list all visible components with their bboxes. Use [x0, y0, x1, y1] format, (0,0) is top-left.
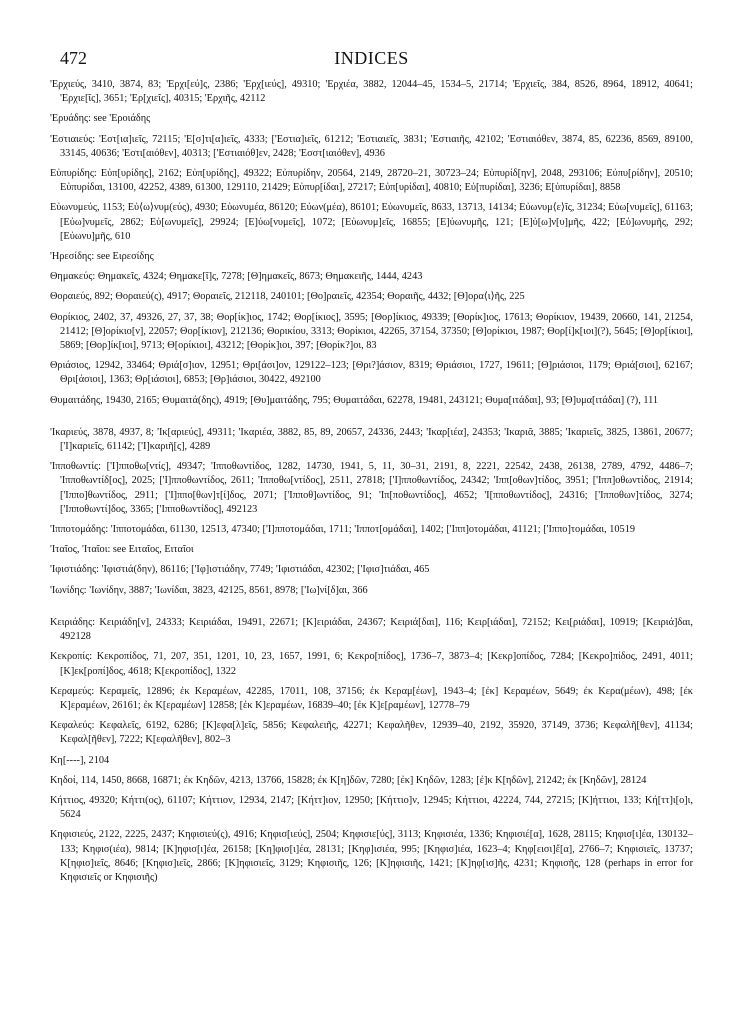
index-entry: 'Ιφιστιάδης: 'Ιφιστιά(δην), 86116; ['Ιφ]ιστιάδην, 7749; 'Ιφιστιάδαι, 42302; ['Ιφισ]τιάδαι, 465: [50, 564, 430, 576]
index-entry: Κεραμεύς: Κεραμεῖς, 12896; ἐκ Κεραμέων, 42285, 17011, 108, 37156; ἐκ Κεραμ[έων], 1943–4; [ἐκ] Κεραμέων, 5649; ἐκ Κερα(μέων), 498; [ἐκ Κ]εραμέων, 26161; ἐκ Κ[εραμέων] 12858; [ἐκ Κ]εραμέων, 16839–40; [ἐκ Κ]ε[ραμέων], 12778–79: [50, 685, 693, 711]
index-entry: Θορίκιος, 2402, 37, 49326, 27, 37, 38; Θορ[ίκ]ιος, 1742; Θορ[ίκιος], 3595; [Θορ]ίκιος, 49339; [Θορίκ]ιος, 17613; Θορίκιον, 19439, 20660, 141, 21254, 21412; [Θ]ορίκιο[ν], 22057; Θορ[ίκιον], 212136; Θορικίου, 3313; Θορίκιοι, 42265, 37154, 37350; [Θ]ορίκιοι, 1987; Θορ[ί]κ[ιοι](?), 5645; [Θ]ορ[ίκιοι], 5869; [Θορ]ίκ[ιοι], 9713; Θ[ορίκιοι], 43212; [Θορίκ]ιοι, 397; [Θορίκ?]οι, 83: [50, 311, 693, 352]
page-header: [50, 40, 693, 70]
index-entry: Εὐωνυμεύς, 1153; Εὐ⟨ω⟩νυμ(εύς), 4930; Εὐωνυμέα, 86120; Εὐων(μέα), 86101; Εὐωνυμεῖς, 8633, 13713, 14134; Εὐωνυμ⟨ε⟩ῖς, 31234; Εὐω[νυμεῖς], 61163; [Εὐω]νυμεῖς, 2862; Εὐ[ωνυμεῖς], 29924; [Ε]ὐω[νυμεῖς], 1072; [Εὐωνυμ]εῖς, 16855; [Ε]ὐωνυμῆς, 121; [Ε]ὐ[ω]ν[υ]μῆς, 422; [Εὐ]ωνυμῆς, 292; [Εὐωνυ]μῆς, 610: [50, 202, 693, 242]
page-title: INDICES: [334, 48, 409, 68]
index-entry: 'Εστιαιεύς: 'Εστ[ια]ιεῖς, 72115; 'Ε[σ]τι[α]ιεῖς, 4333; ['Εστια]ιεῖς, 61212; 'Εστιαιεῖς, 3831; 'Εστιαιῆς, 42102; 'Εστιαιόθεν, 3874, 85, 62236, 8569, 89100, 33145, 40636; 'Εστι[αιόθεν], 40313; ['Εστιαιόθ]εν, 2428; 'Εσστ[ιαιόθεν], 4936: [50, 133, 693, 159]
index-entry: Εὐπυρίδης: Εὐπ[υρίδης], 2162; Εὐπ[υρίδης], 49322; Εὐπυρίδην, 20564, 2149, 28720–21, 30723–24; Εὐπυρίδ[ην], 2048, 293106; Εὐπυ[ρίδην], 20510; Εὐπυρίδαι, 13100, 42252, 4389, 61300, 129110, 21429; Εὐπυρ[ίδαι], 27217; Εὐπ[υρίδαι], 40810; Εὐ[πυρίδαι], 3236; Ε[ὐπυρίδαι], 8858: [50, 168, 693, 194]
index-entry: 'Ιπποθωντίς: ['Ι]πποθω[ντίς], 49347; 'Ιπποθωντίδος, 1282, 14730, 1941, 5, 11, 30–31, 2191, 8, 2221, 22542, 2438, 26138, 2789, 4792, 4486–7; 'Ιπποθωντίδ[ος], 2025; ['Ι]πποθωντίδος, 2611; 'Ιπποθω[ντίδος], 2511, 27818; ['Ι]πποθωντίδος, 24342; 'Ιππ[οθων]τίδος, 3951; ['Ιππ]οθωντίδος, 21914; ['Ιππο]θωντίδος, 2911; ['Ι]ππο[θων]τ[ί]δος, 2071; ['Ιπποθ]ωντίδος, 91; 'Ιπ[ποθωντίδος], 4652; 'Ι[πποθωντίδος], 24316; ['Ιπποθων]τίδος, 3274; ['Ιπποθωντί]δος, 3365; ['Ιπποθωντίδος], 492123: [50, 461, 693, 515]
index-entries: [50, 78, 693, 885]
index-entry: 'Ερυάδης: see 'Εροιάδης: [50, 113, 151, 125]
index-entry: Κηφισιεύς, 2122, 2225, 2437; Κηφισιεύ(ς), 4916; Κηφισ[ιεύς], 2504; Κηφισιε[ύς], 3113; Κηφισιέα, 1336; Κηφισιέ[α], 1628, 28115; Κηφισ[ι]έα, 130132–133; Κηφισ(ιέα), 9814; [Κ]ηφισ[ι]έα, 26158; [Κη]φισ[ι]έα, 28131; [Κηφ]ισιέα, 995; [Κηφισ]ιέα, 1623–4; Κηφ[εισι]ἔ[α], 2766–7; Κηφισιεῖς, 13737; Κ[ηφισ]ιεῖς, 8646; [Κηφισ]ιεῖς, 2866; [Κ]ηφισιεῖς, 3129; Κηφισιῆς, 126; [Κ]ηφισιῆς, 1421; [Κ]ηφ[ισ]ῆς, 4231; Κηφισῆς, 128 (perhaps in error for Κηφισιεῖς or Κηφισιῆς): [50, 829, 693, 883]
page-number: 472: [60, 48, 87, 68]
index-entry: Κεκροπίς: Κεκροπίδος, 71, 207, 351, 1201, 10, 23, 1657, 1991, 6; Κεκρο[πίδος], 1736–7, 3873–4; [Κεκρ]οπίδος, 7284; [Κεκρο]πίδος, 2491, 4011; [Κ]εκ[ροπί]δος, 4618; Κ[εκροπίδος], 1322: [50, 651, 693, 677]
index-entry: Κη[----], 2104: [50, 754, 110, 766]
index-entry: 'Ικαριεύς, 3878, 4937, 8; 'Ικ[αριεύς], 49311; 'Ικαριέα, 3882, 85, 89, 20657, 24336, 2443; 'Ικαρ[ιέα], 24353; 'Ικαριᾶ, 3885; 'Ικαριεῖς, 3825, 13861, 20677; ['Ι]καριεῖς, 61142; ['Ι]καριῆ[ς], 4289: [50, 426, 693, 453]
index-entry: Θοραιεύς, 892; Θοραιεύ(ς), 4917; Θοραιεῖς, 212118, 240101; [Θο]ραιεῖς, 42354; Θοραιῆς, 4432; [Θ]ορα⟨ι⟩ῆς, 225: [50, 291, 525, 303]
index-entry: Θριάσιος, 12942, 33464; Θριά[σ]ιον, 12951; Θρι[άσι]ον, 129122–123; [Θρι?]άσιον, 8319; Θριάσιοι, 1727, 19611; [Θ]ριάσιοι, 1179; Θριά[σιοι], 62167; Θρι[άσιοι], 1363; Θρ[ιάσιοι], 6853; [Θρ]ιάσιοι, 30422, 492100: [50, 360, 693, 386]
index-entry: 'Ερχιεύς, 3410, 3874, 83; 'Ερχι[εύ]ς, 2386; 'Ερχ[ιεύς], 49310; 'Ερχιέα, 3882, 12044–45, 1534–5, 21714; 'Ερχιεῖς, 384, 8526, 8964, 18912, 40641; 'Ερχιε[ῖς], 3651; 'Ερ[χιεῖς], 40315; 'Ερχιῆς, 42112: [50, 79, 693, 105]
index-entry: Θημακεύς: Θημακεῖς, 4324; Θημακε[ῖ]ς, 7278; [Θ]ημακεῖς, 8673; Θημακειῆς, 1444, 4243: [50, 271, 423, 283]
index-entry: 'Ιωνίδης: 'Ιωνίδην, 3887; 'Ιωνίδαι, 3823, 42125, 8561, 8978; ['Ιω]νί[δ]αι, 366: [50, 584, 368, 596]
index-entry: Κήττιος, 49320; Κήττι(ος), 61107; Κήττιον, 12934, 2147; [Κήττ]ιον, 12950; [Κήττιο]ν, 12945; Κήττιοι, 42224, 744, 27215; [Κ]ήττιοι, 133; Κή[ττ]ι[ο]ι, 5624: [50, 794, 693, 821]
index-entry: Κειριάδης: Κειριάδη[ν], 24333; Κειριάδαι, 19491, 22671; [Κ]ειριάδαι, 24367; Κειριά[δαι], 116; Κειρ[ιάδαι], 72152; Κει[ριάδαι], 10919; [Κειριά]δαι, 492128: [50, 616, 693, 643]
index-entry: Κεφαλεύς: Κεφαλεῖς, 6192, 6286; [Κ]εφα[λ]εῖς, 5856; Κεφαλειῆς, 42271; Κεφαλῆθεν, 12939–40, 2192, 35920, 37149, 3736; Κεφαλῆ[θεν], 41134; Κεφαλ[ῆθεν], 7222; Κ[εφαλῆθεν], 802–3: [50, 720, 693, 746]
index-entry: 'Ηρεσίδης: see Ειρεσίδης: [50, 251, 154, 263]
index-entry: 'Ιπποτομάδης: 'Ιπποτομάδαι, 61130, 12513, 47340; ['Ι]πποτομάδαι, 1711; 'Ιπποτ[ομάδαι], 1402; ['Ιππ]οτομάδαι, 41121; ['Ιππο]τομάδαι, 10519: [50, 524, 635, 536]
index-entry: Θυμαιτάδης, 19430, 2165; Θυμαιτά(δης), 4919; [Θυ]μαιτάδης, 795; Θυμαιτάδαι, 62278, 19481, 243121; Θυμα[ιτάδαι], 93; [Θ]υμα[ιτάδαι] (?), 111: [50, 394, 659, 406]
index-entry: 'Ιταῖος, 'Ιταῖοι: see Ειταῖος, Ειταῖοι: [50, 544, 194, 556]
index-entry: Κηδοί, 114, 1450, 8668, 16871; ἐκ Κηδῶν, 4213, 13766, 15828; ἐκ Κ[η]δῶν, 7280; [ἐκ] Κηδῶν, 1283; [ἐ]κ Κ[ηδῶν], 21242; ἐκ [Κηδῶν], 28124: [50, 774, 647, 786]
